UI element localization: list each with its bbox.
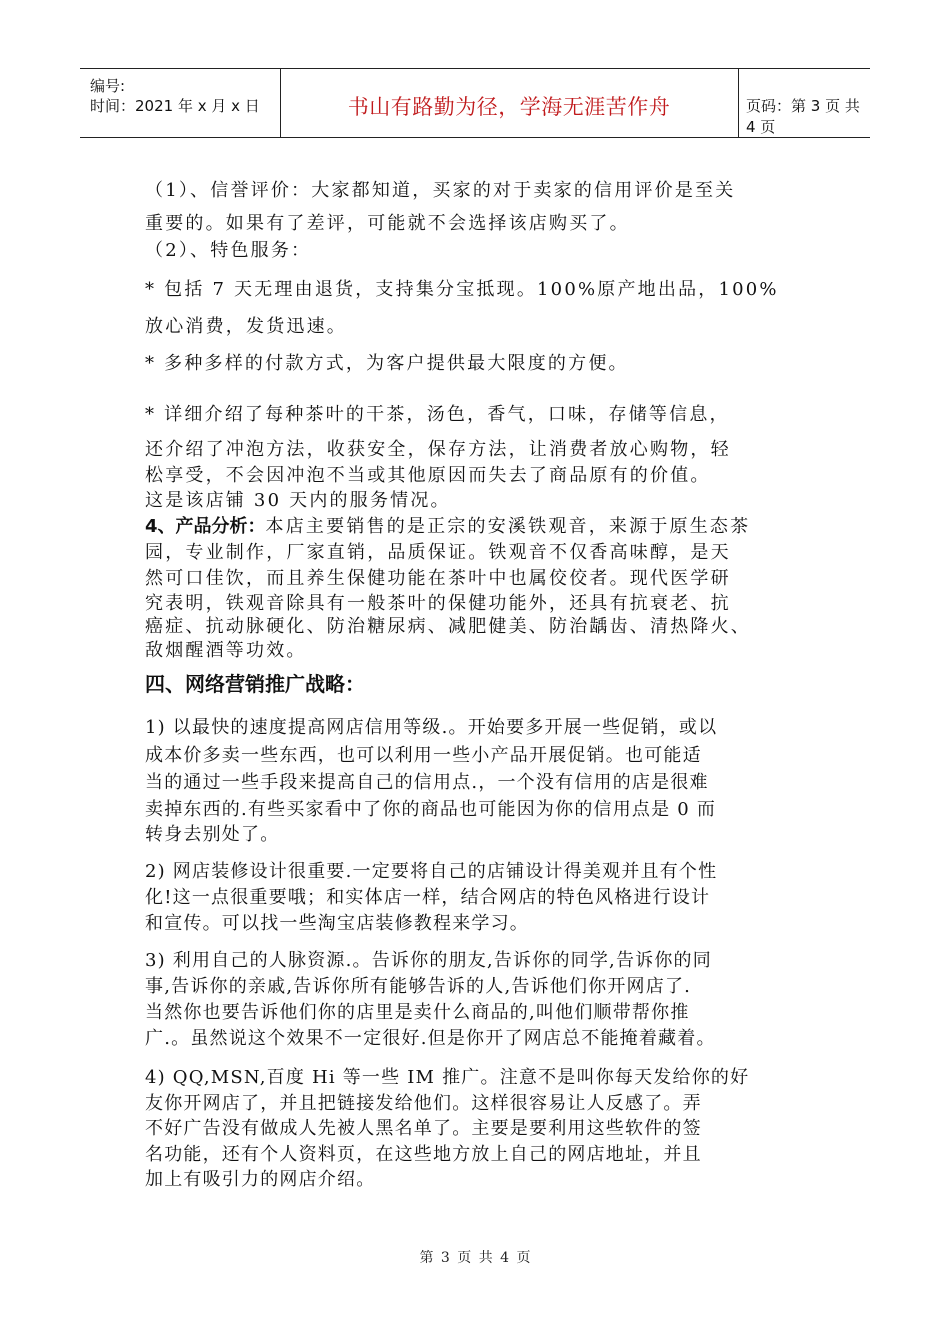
text-line: * 包括 7 天无理由退货，支持集分宝抵现。100%原产地出品，100% [145, 279, 779, 300]
page-header [80, 68, 870, 138]
text-line: 2) 网店装修设计很重要.一定要将自己的店铺设计得美观并且有个性 [145, 861, 718, 882]
text-line: 当然你也要告诉他们你的店里是卖什么商品的,叫他们顺带帮你推 [145, 1002, 690, 1023]
text-line: 这是该店铺 30 天内的服务情况。 [145, 490, 451, 511]
text-line: 转身去别处了。 [145, 824, 280, 845]
text-line: （2）、特色服务： [145, 240, 312, 261]
section-label: 4、产品分析： [145, 516, 266, 537]
text-line: 4) QQ,MSN,百度 Hi 等一些 IM 推广。注意不是叫你每天发给你的好 [145, 1067, 750, 1088]
text-line: （1）、信誉评价：大家都知道，买家的对于卖家的信用评价是至关 [145, 180, 736, 201]
text-line: 然可口佳饮，而且养生保健功能在茶叶中也属佼佼者。现代医学研 [145, 568, 731, 589]
text-line: 名功能，还有个人资料页，在这些地方放上自己的网店地址，并且 [145, 1144, 702, 1165]
section-heading: 四、网络营销推广战略： [145, 672, 365, 696]
text-line: 和宣传。可以找一些淘宝店装修教程来学习。 [145, 913, 529, 934]
product-analysis-line [145, 512, 750, 538]
header-meta-cell [80, 69, 281, 137]
page-footer: 第 3 页 共 4 页 [419, 1250, 531, 1266]
text-line: 广.。虽然说这个效果不一定很好.但是你开了网店总不能掩着藏着。 [145, 1028, 716, 1049]
header-page-cell [738, 69, 870, 137]
text-line: 友你开网店了，并且把链接发给他们。这样很容易让人反感了。弄 [145, 1093, 702, 1114]
text-line: * 详细介绍了每种茶叶的干茶，汤色，香气，口味，存储等信息， [145, 404, 730, 425]
text-line: 不好广告没有做成人先被人黑名单了。主要是要利用这些软件的签 [145, 1118, 702, 1139]
header-motto: 书山有路勤为径，学海无涯苦作舟 [347, 95, 671, 119]
text-line: 究表明，铁观音除具有一般茶叶的保健功能外，还具有抗衰老、抗 [145, 593, 731, 614]
text-line: 放心消费，发货迅速。 [145, 316, 347, 337]
text-line: 当的通过一些手段来提高自己的信用点.，一个没有信用的店是很难 [145, 772, 709, 793]
text-line: 敌烟醒酒等功效。 [145, 640, 307, 661]
text-line: 3) 利用自己的人脉资源.。告诉你的朋友,告诉你的同学,告诉你的同 [145, 950, 712, 971]
text-line: 加上有吸引力的网店介绍。 [145, 1169, 376, 1190]
document-time-label: 时间：2021 年 x 月 x 日 [90, 97, 260, 115]
header-motto-cell [280, 69, 739, 137]
text-line: 还介绍了冲泡方法，收获安全，保存方法，让消费者放心购物，轻 [145, 439, 731, 460]
text-line: 癌症、抗动脉硬化、防治糖尿病、减肥健美、防治龋齿、清热降火、 [145, 616, 751, 637]
header-page-number: 页码：第 3 页 共 4 页 [746, 97, 860, 136]
text-line: * 多种多样的付款方式，为客户提供最大限度的方便。 [145, 353, 629, 374]
text-line: 化!这一点很重要哦；和实体店一样，结合网店的特色风格进行设计 [145, 887, 711, 908]
text-line: 卖掉东西的.有些买家看中了你的商品也可能因为你的信用点是 0 而 [145, 799, 717, 820]
text-line: 松享受，不会因冲泡不当或其他原因而失去了商品原有的价值。 [145, 465, 711, 486]
text-line: 重要的。如果有了差评，可能就不会选择该店购买了。 [145, 213, 630, 234]
text-line: 园，专业制作，厂家直销，品质保证。铁观音不仅香高味醇，是天 [145, 542, 731, 563]
text-run: 本店主要销售的是正宗的安溪铁观音，来源于原生态茶 [265, 516, 751, 537]
text-line: 成本价多卖一些东西，也可以利用一些小产品开展促销。也可能适 [145, 745, 702, 766]
document-number-label: 编号: [90, 77, 126, 95]
text-line: 1) 以最快的速度提高网店信用等级.。开始要多开展一些促销，或以 [145, 717, 718, 738]
text-line: 事,告诉你的亲戚,告诉你所有能够告诉的人,告诉他们你开网店了. [145, 976, 692, 997]
